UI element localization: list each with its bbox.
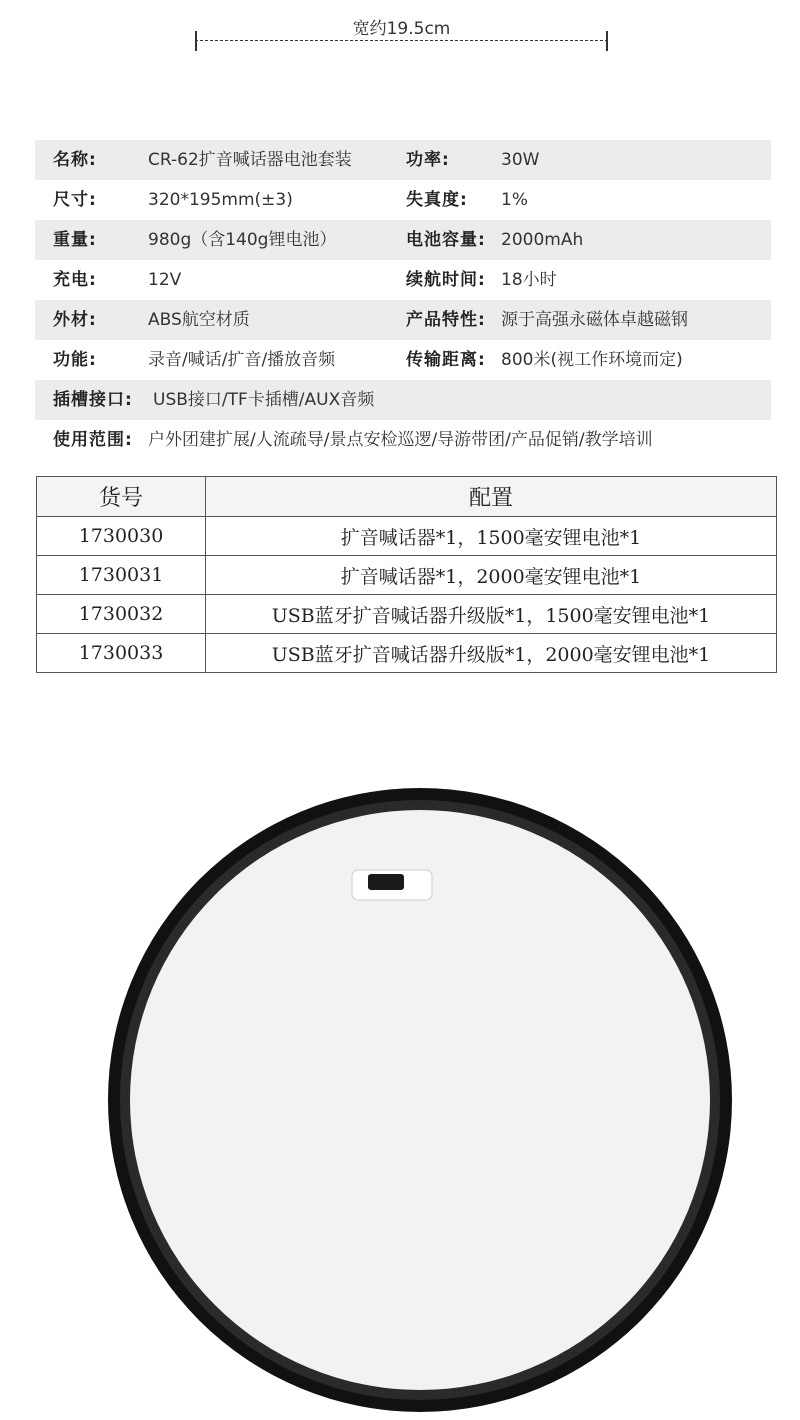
spec-key: 使用范围:	[53, 430, 133, 450]
spec-key: 外材:	[53, 310, 97, 330]
width-label: 宽约19.5cm	[352, 19, 451, 39]
header-item-number: 货号	[37, 477, 206, 517]
configuration-cell: USB蓝牙扩音喊话器升级版*1，1500毫安锂电池*1	[206, 595, 777, 634]
spec-value: 1%	[501, 190, 528, 210]
spec-value: 录音/喊话/扩音/播放音频	[148, 350, 336, 370]
dimension-tick-left	[195, 31, 197, 51]
spec-row-weight	[35, 220, 771, 260]
spec-key: 续航时间:	[406, 270, 486, 290]
table-row	[37, 556, 777, 595]
spec-list	[35, 140, 771, 460]
spec-value: USB接口/TF卡插槽/AUX音频	[153, 390, 375, 410]
spec-key: 传输距离:	[406, 350, 486, 370]
spec-value: 源于高强永磁体卓越磁钢	[501, 310, 688, 330]
item-number-cell: 1730030	[37, 517, 206, 556]
config-table	[36, 476, 777, 673]
spec-key: 电池容量:	[406, 230, 486, 250]
spec-value: 户外团建扩展/人流疏导/景点安检巡逻/导游带团/产品促销/教学培训	[148, 430, 653, 450]
spec-value: 320*195mm(±3)	[148, 190, 293, 210]
spec-key: 重量:	[53, 230, 97, 250]
width-dimension	[195, 10, 608, 50]
spec-row-charge	[35, 260, 771, 300]
spec-row-ports	[35, 380, 771, 420]
spec-key: 产品特性:	[406, 310, 486, 330]
spec-value: 2000mAh	[501, 230, 584, 250]
table-row	[37, 634, 777, 673]
spec-key: 失真度:	[406, 190, 468, 210]
spec-row-material	[35, 300, 771, 340]
megaphone-image	[100, 780, 740, 1420]
dimension-line	[195, 40, 608, 41]
spec-value: 12V	[148, 270, 182, 290]
item-number-cell: 1730031	[37, 556, 206, 595]
header-configuration: 配置	[206, 477, 777, 517]
spec-value: 980g（含140g锂电池）	[148, 230, 337, 250]
spec-key: 名称:	[53, 150, 97, 170]
spec-row-size	[35, 180, 771, 220]
spec-value: 18小时	[501, 270, 557, 290]
configuration-cell: USB蓝牙扩音喊话器升级版*1，2000毫安锂电池*1	[206, 634, 777, 673]
table-row	[37, 517, 777, 556]
spec-key: 功率:	[406, 150, 450, 170]
spec-row-name	[35, 140, 771, 180]
spec-row-usage	[35, 420, 771, 460]
dimension-tick-right	[606, 31, 608, 51]
spec-key: 功能:	[53, 350, 97, 370]
spec-key: 充电:	[53, 270, 97, 290]
spec-value: ABS航空材质	[148, 310, 250, 330]
configuration-cell: 扩音喊话器*1，2000毫安锂电池*1	[206, 556, 777, 595]
spec-value: 30W	[501, 150, 540, 170]
item-number-cell: 1730032	[37, 595, 206, 634]
spec-value: 800米(视工作环境而定)	[501, 350, 683, 370]
config-header-row	[37, 477, 777, 517]
spec-row-function	[35, 340, 771, 380]
usb-port-icon	[368, 874, 404, 890]
spec-key: 插槽接口:	[53, 390, 133, 410]
spec-key: 尺寸:	[53, 190, 97, 210]
table-row	[37, 595, 777, 634]
configuration-cell: 扩音喊话器*1，1500毫安锂电池*1	[206, 517, 777, 556]
item-number-cell: 1730033	[37, 634, 206, 673]
spec-value: CR-62扩音喊话器电池套装	[148, 150, 352, 170]
